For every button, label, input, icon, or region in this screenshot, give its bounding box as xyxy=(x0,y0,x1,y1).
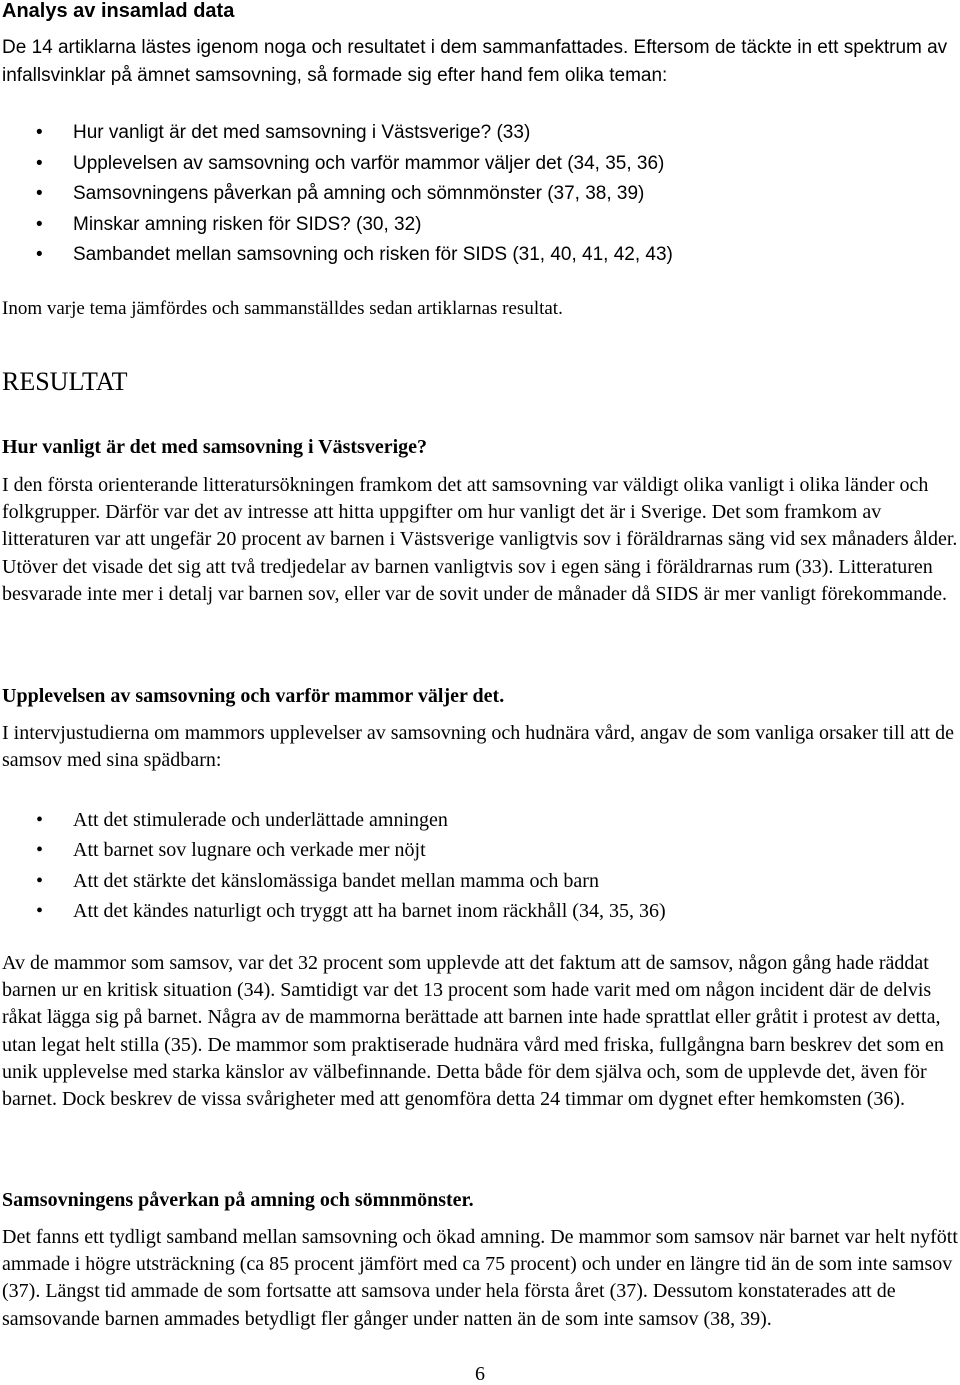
bullet-icon: • xyxy=(36,122,43,143)
prevalence-paragraph: I den första orienterande litteratursökningen framkom det att samsovning var väldigt olika vanligt i olika länder och folkgrupper. Därför var det av intresse att hitta uppgifter om hur vanligt det är i Sverige. Det som framkom av litteraturen var att ungefär 20 procent av barnen i Västsverige vanligtvis sov i föräldrarnas säng vid sex månaders ålder. Utöver det visade det sig att två tredjedelar av barnen vanligtvis sov i egen säng i föräldrarnas rum (33). Litteraturen besvarade inte mer i detalj var barnen sov, eller var de sovit under de månader då SIDS är mer vanligt förekommande. xyxy=(2,474,958,605)
list-item xyxy=(2,240,673,271)
page-number: 6 xyxy=(475,1363,485,1385)
list-item xyxy=(2,866,666,896)
bullet-icon: • xyxy=(36,809,44,831)
list-item xyxy=(2,805,666,835)
bullet-icon: • xyxy=(36,899,44,922)
breastfeeding-paragraph: Det fanns ett tydligt samband mellan samsovning och ökad amning. De mammor som samsov när barnet var helt nyfött ammade i högre utsträckning (ca 85 procent jämfört med ca 75 procent) och under en längre tid än de som inte samsov (37). Längst tid ammade de som fortsatte att samsova under hela första året (37). Dessutom konstaterades att de samsovande barnen ammades betydligt fler gånger under natten än de som inte samsov (38, 39). xyxy=(2,1226,958,1330)
bullet-icon: • xyxy=(36,213,43,235)
theme-text: Sambandet mellan samsovning och risken för SIDS (31, 40, 41, 42, 43) xyxy=(73,244,673,265)
bullet-icon: • xyxy=(36,869,44,892)
list-item xyxy=(2,149,673,180)
experience-intro: I intervjustudierna om mammors upplevelser av samsovning och hudnära vård, angav de som vanliga orsaker till att de samsov med sina spädbarn: xyxy=(2,722,954,772)
theme-text: Minskar amning risken för SIDS? xyxy=(73,213,351,235)
intro-paragraph: De 14 artiklarna lästes igenom noga och resultatet i dem sammanfattades. Eftersom de täckte in ett spektrum av infallsvinklar på ämnet samsovning, så formade sig efter hand fem olika teman: xyxy=(2,37,948,86)
subheading-breastfeeding: Samsovningens påverkan på amning och sömnmönster. xyxy=(2,1189,474,1211)
results-heading: RESULTAT xyxy=(2,367,128,396)
reason-text: Att det kändes naturligt och tryggt att ha barnet inom räckhåll (34, 35, 36) xyxy=(73,899,666,922)
subheading-prevalence: Hur vanligt är det med samsovning i Västsverige? xyxy=(2,436,428,458)
theme-list xyxy=(2,118,673,271)
subheading-experience: Upplevelsen av samsovning och varför mammor väljer det. xyxy=(2,685,505,707)
section-heading: Analys av insamlad data xyxy=(2,0,235,22)
bullet-icon: • xyxy=(36,244,43,265)
list-item xyxy=(2,118,673,149)
reason-text: Att det stimulerade och underlättade amningen xyxy=(73,809,448,831)
list-item xyxy=(2,835,666,865)
reason-text: Att barnet sov lugnare och verkade mer nöjt xyxy=(73,839,426,862)
summary-paragraph: Inom varje tema jämfördes och sammanställdes sedan artiklarnas resultat. xyxy=(2,298,563,319)
bullet-icon: • xyxy=(36,152,43,174)
experience-paragraph: Av de mammor som samsov, var det 32 procent som upplevde att det faktum att de samsov, någon gång hade räddat barnen ur en kritisk situation (34). Samtidigt var det 13 procent som hade varit med om någon incident där de delvis råkat lägga sig på barnet. Några av de mammorna berättade att barnen inte hade sprattlat eller gråtit i protest av detta, utan legat helt stilla (35). De mammor som praktiserade hudnära vård med friska, fullgångna barn beskrev det som en unik upplevelse med starka känslor av välbefinnande. Detta både för dem själva och, som de upplevde det, även för barnet. Dock beskrev de vissa svårigheter med att genomföra detta 24 timmar om dygnet efter hemkomsten (36). xyxy=(2,952,944,1111)
bullet-icon: • xyxy=(36,183,43,204)
theme-text: Samsovningens påverkan på amning och sömnmönster (37, 38, 39) xyxy=(73,183,645,204)
theme-ref: (33) xyxy=(491,122,531,143)
list-item xyxy=(2,896,666,926)
reason-text: Att det stärkte det känslomässiga bandet mellan mamma och barn xyxy=(73,869,599,892)
theme-text: Upplevelsen av samsovning och varför mammor väljer det (34, 35, 36) xyxy=(73,152,665,174)
list-item xyxy=(2,210,673,241)
bullet-icon: • xyxy=(36,839,44,862)
reason-list xyxy=(2,805,666,926)
theme-text: Hur vanligt är det med samsovning i Västsverige? xyxy=(73,122,492,143)
theme-ref: (30, 32) xyxy=(350,213,422,235)
list-item xyxy=(2,179,673,210)
